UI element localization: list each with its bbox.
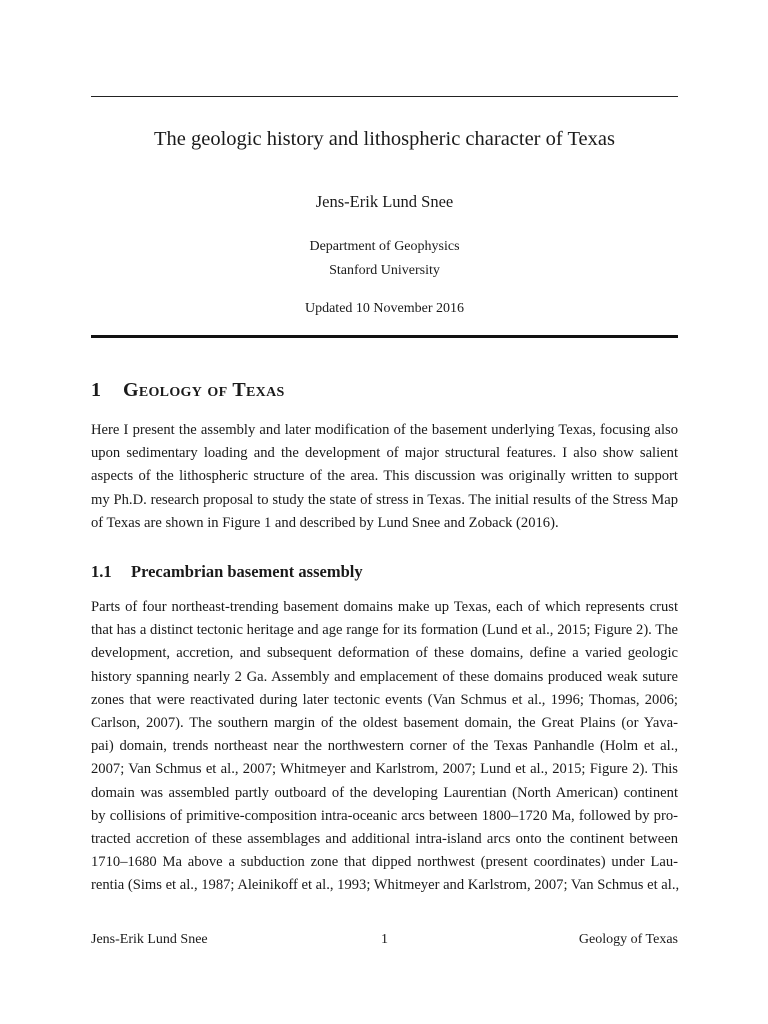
affiliation-department: Department of Geophysics <box>309 239 460 254</box>
paragraph-line: my Ph.D. research proposal to study the state of stress in Texas. The initial results of the Stress Map <box>91 491 678 508</box>
paragraph-line: Carlson, 2007). The southern margin of the oldest basement domain, the Great Plains (or Yava- <box>91 715 678 732</box>
author-name: Jens-Erik Lund Snee <box>315 192 454 211</box>
update-date: Updated 10 November 2016 <box>304 301 465 316</box>
paragraph-line: aspects of the lithospheric structure of the area. This discussion was originally written to support <box>91 468 678 485</box>
page-number: 1 <box>381 932 388 947</box>
top-rule <box>91 96 678 97</box>
paragraph-line: tracted accretion of these assemblages and additional intra-island arcs onto the continent between <box>91 831 678 848</box>
paragraph-line: development, accretion, and subsequent deformation of these domains, define a varied geologic <box>91 645 678 662</box>
section-heading <box>91 377 285 403</box>
section-title: Geology of Texas <box>123 379 285 401</box>
paragraph-line: of Texas are shown in Figure 1 and described by Lund Snee and Zoback (2016). <box>91 514 559 531</box>
paragraph-line: that has a distinct tectonic heritage and age range for its formation (Lund et al., 2015; Figure 2). The <box>91 622 678 639</box>
subsection-heading <box>91 561 363 583</box>
subsection-title: Precambrian basement assembly <box>131 562 363 581</box>
basement-paragraph <box>91 596 678 898</box>
paragraph-line: history spanning nearly 2 Ga. Assembly and emplacement of these domains produced weak suture <box>91 668 678 685</box>
affiliation <box>91 235 678 283</box>
paragraph-line: upon sedimentary loading and the development of major structural features. I also show salient <box>91 445 678 462</box>
paragraph-line: domain was assembled partly outboard of the developing Laurentian (North American) continent <box>91 784 678 801</box>
section-number: 1 <box>91 379 101 401</box>
paragraph-line: by collisions of primitive-composition intra-oceanic arcs between 1800–1720 Ma, followed by pro- <box>91 807 678 824</box>
footer-author: Jens-Erik Lund Snee <box>91 932 208 947</box>
intro-paragraph <box>91 419 678 535</box>
paragraph-line: Here I present the assembly and later modification of the basement underlying Texas, focusing also <box>91 422 678 438</box>
paragraph-line: pai) domain, trends northeast near the northwestern corner of the Texas Panhandle (Holm et al., <box>91 738 678 755</box>
affiliation-university: Stanford University <box>329 263 440 278</box>
subsection-number: 1.1 <box>91 562 112 581</box>
header-bottom-rule <box>91 335 678 338</box>
paper-title: The geologic history and lithospheric character of Texas <box>154 128 615 150</box>
paragraph-line: 2007; Van Schmus et al., 2007; Whitmeyer and Karlstrom, 2007; Lund et al., 2015; Figure 2). This <box>91 761 678 778</box>
paragraph-line: 1710–1680 Ma above a subduction zone that dipped northwest (present coordinates) under Lau- <box>91 854 678 871</box>
paragraph-line: zones that were reactivated during later tectonic events (Van Schmus et al., 1996; Thomas, 2006; <box>91 691 678 708</box>
footer-running-title: Geology of Texas <box>578 932 678 947</box>
paragraph-line: Parts of four northeast-trending basement domains make up Texas, each of which represents crust <box>91 599 678 615</box>
paragraph-line: rentia (Sims et al., 1987; Aleinikoff et al., 1993; Whitmeyer and Karlstrom, 2007; Van Schmus et al., <box>91 877 680 894</box>
